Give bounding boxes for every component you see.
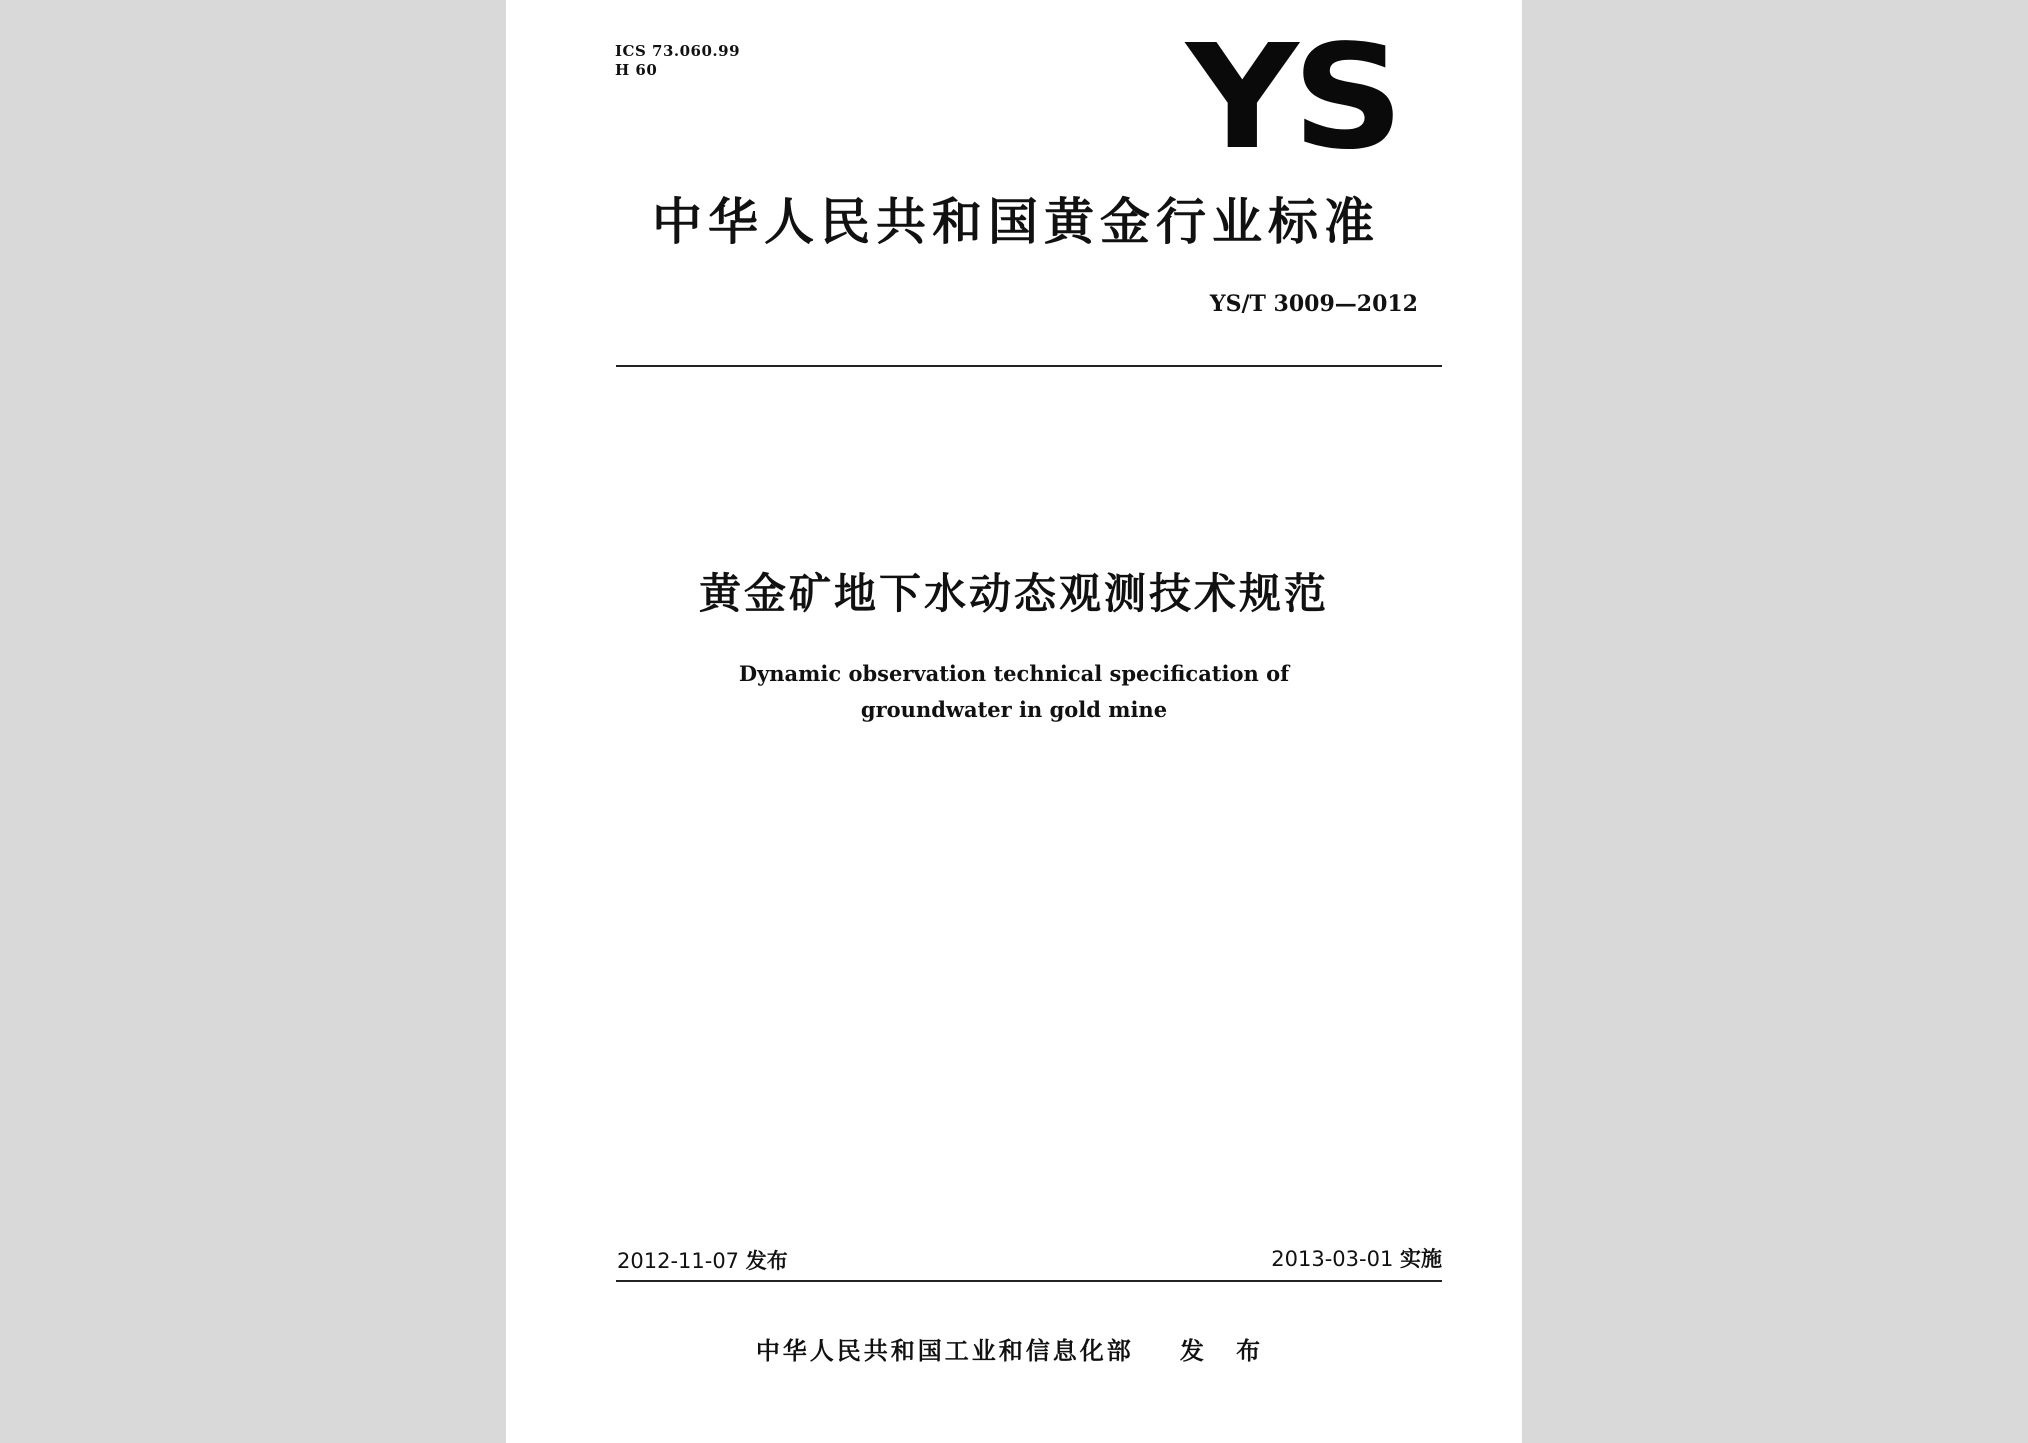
english-title-line-1: Dynamic observation technical specification of [738, 661, 1290, 686]
english-title-line-2: groundwater in gold mine [860, 697, 1168, 722]
ys-logo: YS [1186, 13, 1398, 181]
top-divider [616, 365, 1442, 367]
bottom-divider [616, 1280, 1442, 1282]
implement-date-block [1271, 1244, 1442, 1274]
issue-date: 2012-11-07 [617, 1249, 740, 1273]
issue-date-block [617, 1246, 788, 1276]
standard-category-title: 中华人民共和国黄金行业标准 [652, 193, 1380, 251]
document-page [506, 0, 1522, 1443]
implement-date: 2013-03-01 [1271, 1247, 1394, 1271]
issue-label: 发布 [745, 1249, 788, 1273]
publisher-name: 中华人民共和国工业和信息化部 [755, 1337, 1134, 1365]
document-title-english [586, 656, 1442, 728]
classification-code: H 60 [615, 61, 658, 79]
ics-code: ICS 73.060.99 [615, 42, 741, 60]
implement-label: 实施 [1400, 1247, 1442, 1271]
publish-label: 发 布 [1179, 1337, 1273, 1365]
publisher-line [586, 1334, 1442, 1368]
document-title-chinese: 黄金矿地下水动态观测技术规范 [698, 569, 1329, 618]
standard-number: YS/T 3009—2012 [1209, 291, 1418, 317]
